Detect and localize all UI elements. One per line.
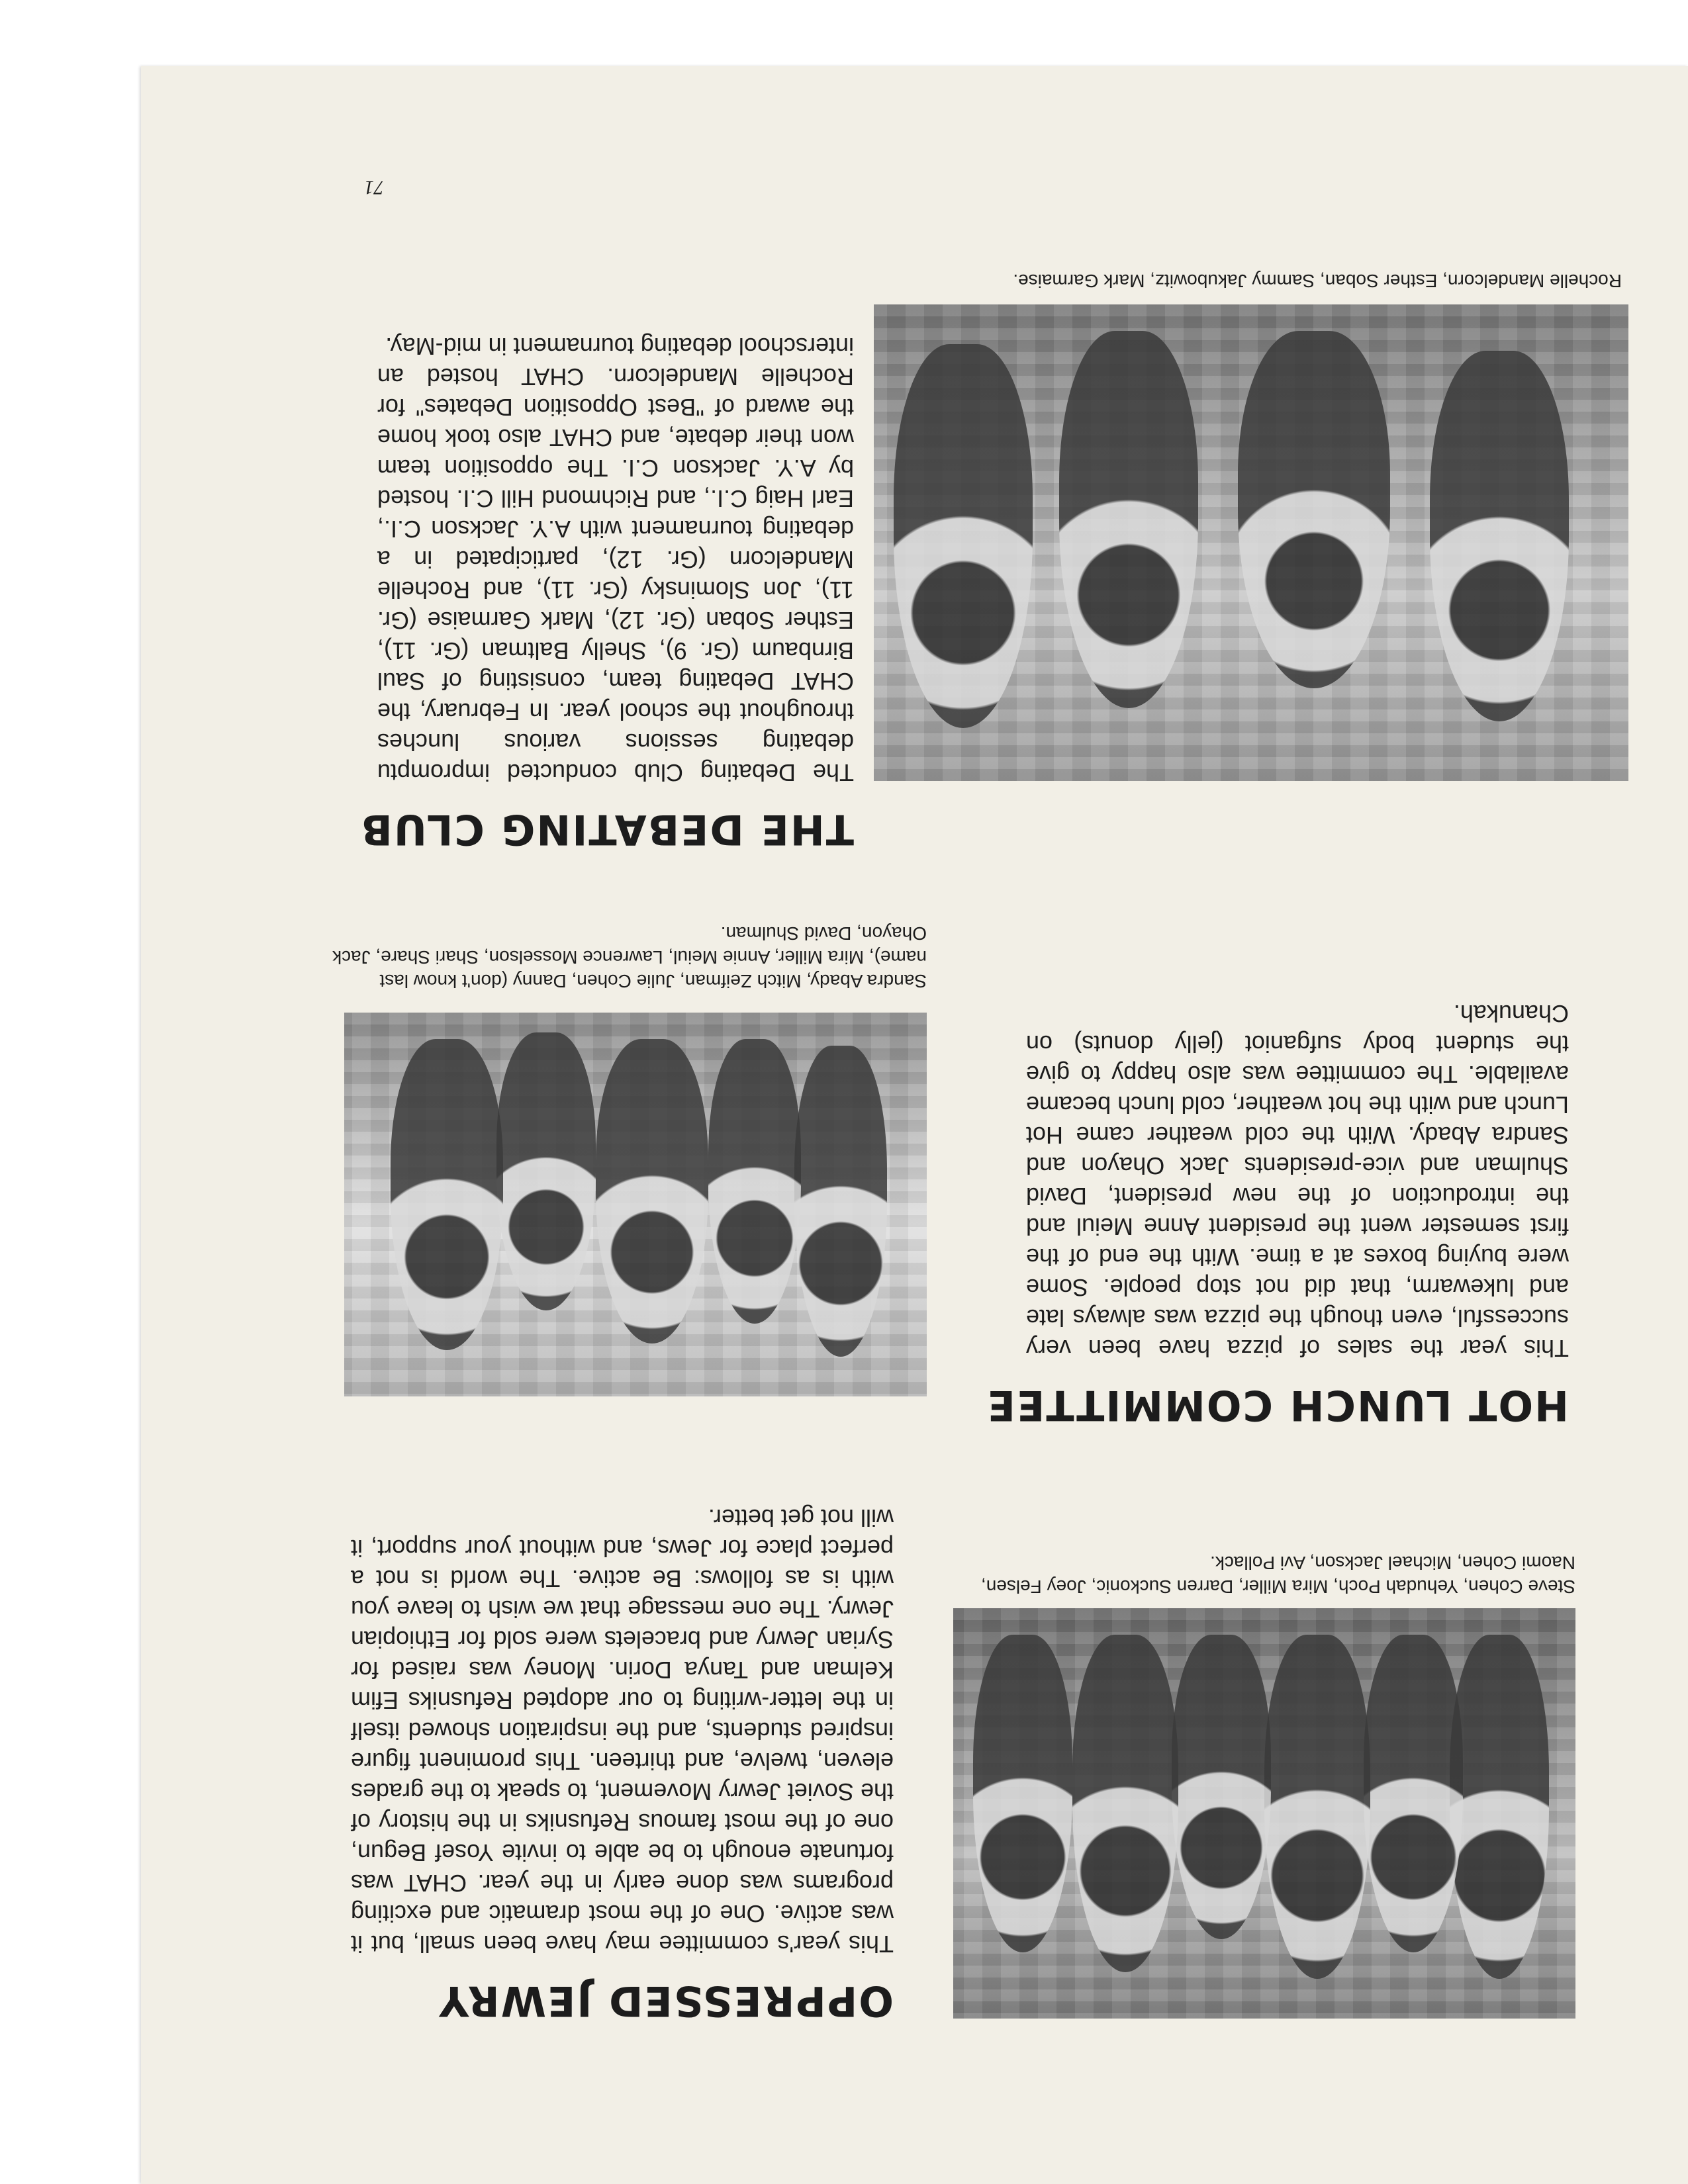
hot-lunch-person-3 (596, 1039, 708, 1343)
oppressed-person-5 (1072, 1635, 1178, 1972)
hot-lunch-person-2 (708, 1039, 801, 1324)
debating-club-photo (874, 304, 1628, 781)
hot-lunch-person-5 (391, 1039, 503, 1350)
hot-lunch-photo (344, 1013, 927, 1396)
hot-lunch-heading: HOT LUNCH COMMITTEE (986, 1381, 1569, 1430)
debating-person-2 (1238, 331, 1390, 688)
oppressed-person-4 (1172, 1635, 1271, 1939)
oppressed-person-3 (1264, 1635, 1370, 1979)
debating-person-3 (1059, 331, 1198, 708)
hot-lunch-person-4 (496, 1032, 596, 1310)
oppressed-jewry-heading: OPPRESSED JEWRY (438, 1977, 894, 2025)
oppressed-jewry-photo (953, 1608, 1575, 2019)
yearbook-page (141, 66, 1688, 2184)
oppressed-person-1 (1450, 1635, 1549, 1979)
page-number: 71 (364, 177, 384, 199)
debating-person-1 (1430, 351, 1569, 721)
hot-lunch-photo-caption: Sandra Abady, Mitch Zeifman, Julie Cohen, Danny (don't know last name), Mira Miller, Annie Meiul, Lawrence Mosselson, Shari Share, Jack Ohayon, David Shulman. (332, 923, 927, 991)
oppressed-person-6 (973, 1635, 1072, 1952)
oppressed-person-2 (1364, 1635, 1463, 1952)
oppressed-jewry-body: This year's committee may have been small, but it was active. One of the most dramatic and exciting programs was done early in the year. CHAT was fortunate enough to be able to invite Yosef Begun, one of the most famous Refusniks in the history of the Soviet Jewry Movement, to speak to the grades eleven, twelve, and thirteen. This prominent figure inspired students, and the inspiration showed itself in the letter-writing to our adopted Refusniks Efim Kelman and Tanya Dorin. Money was raised for Syrian Jewry and bracelets were sold for Ethiopian Jewry. The one message that we wish to leave you with is as follows: Be active. The world is not a perfect place for Jews, and without your support, it will not get better. (351, 1504, 894, 1958)
debating-club-photo-caption: Rochelle Mandelcorn, Esther Soban, Sammy Jakubowitz, Mark Garmaise. (1013, 271, 1622, 291)
oppressed-jewry-photo-caption: Steve Cohen, Yehudah Poch, Mira Miller, Darren Suckonic, Joey Felsen, Naomi Cohen, Michael Jackson, Avi Pollack. (980, 1553, 1575, 1597)
debating-club-heading: THE DEBATING CLUB (359, 805, 854, 854)
hot-lunch-person-1 (794, 1046, 887, 1357)
hot-lunch-body: This year the sales of pizza have been very successful, even though the pizza was always late and lukewarm, that did not stop people. Some were buying boxes at a time. With the end of the first semester went the president Anne Meiul and the introduction of the new president, David Shulman and vice-presidents Jack Ohayon and Sandra Abady. With the cold weather came Hot Lunch and with the hot weather, cold lunch became available. The committee was also happy to give the student body sufganiot (jelly donuts) on Chanukah. (1026, 1000, 1569, 1362)
debating-person-4 (894, 344, 1033, 728)
rotated-page-content (141, 66, 1688, 2184)
debating-club-body: The Debating Club conducted impromptu debating sessions various lunches throughout the school year. In February, the CHAT Debating team, consisting of Saul Birnbaum (Gr. 9), Shelly Baltman (Gr. 11), Esther Soban (Gr. 12), Mark Garmaise (Gr. 11), Jon Slominsky (Gr. 11), and Rochelle Mandelcorn (Gr. 12), participated in a debating tournament with A.Y. Jackson C.I., Earl Haig C.I., and Richmond Hill C.I. hosted by A.Y. Jackson C.I. The opposition team won their debate, and CHAT also took home the award of "Best Opposition Debates" for Rochelle Mandelcorn. CHAT hosted an interschool debating tournament in mid-May. (377, 333, 854, 786)
